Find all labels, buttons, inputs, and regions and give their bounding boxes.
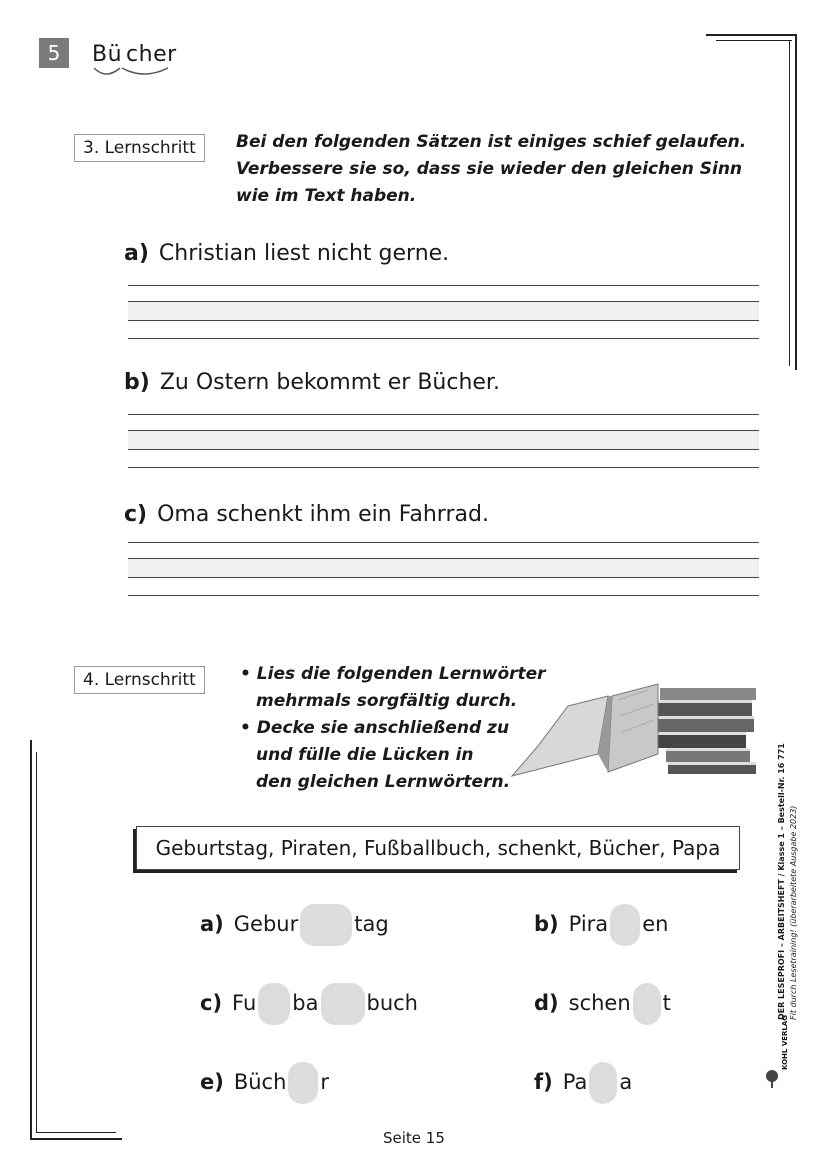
- gap-blob[interactable]: [589, 1062, 617, 1104]
- frame-right-vertical: [795, 34, 797, 370]
- item-label: c): [200, 991, 223, 1015]
- chapter-number: 5: [39, 38, 69, 68]
- instruction-line: Verbessere sie so, dass sie wieder den gleichen Sinn: [236, 159, 743, 179]
- item-label: f): [534, 1070, 553, 1094]
- page-number: Seite 15: [383, 1129, 445, 1147]
- bullet-line: den gleichen Lernwörtern.: [256, 772, 511, 792]
- frame-top-right-inner: [716, 40, 792, 41]
- frame-left-vertical: [30, 740, 32, 1140]
- gap-blob[interactable]: [288, 1062, 318, 1104]
- sentence-text: Oma schenkt ihm ein Fahrrad.: [157, 502, 489, 527]
- item-label: b): [124, 370, 150, 395]
- word-part: r: [320, 1070, 330, 1094]
- word-part: Gebur: [233, 912, 299, 936]
- bullet-line: mehrmals sorgfältig durch.: [256, 691, 518, 711]
- sentence-text: Zu Ostern bekommt er Bücher.: [159, 370, 500, 395]
- gap-blob[interactable]: [321, 983, 365, 1025]
- item-label: a): [124, 241, 149, 266]
- item-label: b): [534, 912, 559, 936]
- step4-bullet-2: [240, 715, 510, 796]
- tree-logo-icon: [764, 1070, 780, 1088]
- gap-item-a: [200, 904, 389, 946]
- writing-lines-a[interactable]: [128, 285, 759, 340]
- gap-item-f: [534, 1062, 632, 1104]
- gap-item-d: [534, 983, 671, 1025]
- word-part: Büch: [233, 1070, 287, 1094]
- publisher-logo: [762, 1014, 792, 1086]
- chapter-title-part2: cher: [126, 42, 177, 67]
- step4-label: 4. Lernschritt: [74, 666, 205, 694]
- word-part: Fu: [232, 991, 257, 1015]
- frame-left-vertical-inner: [36, 752, 37, 1132]
- sentence-a: [124, 241, 449, 266]
- sentence-b: [124, 370, 500, 395]
- item-label: d): [534, 991, 559, 1015]
- gap-blob[interactable]: [300, 904, 352, 946]
- item-label: e): [200, 1070, 224, 1094]
- instruction-line: wie im Text haben.: [236, 186, 417, 206]
- word-part: t: [662, 991, 671, 1015]
- gap-item-c: [200, 983, 418, 1025]
- word-part: en: [642, 912, 669, 936]
- syllable-arcs-icon: [92, 66, 172, 80]
- bullet-line: • Lies die folgenden Lernwörter: [240, 664, 546, 684]
- word-part: Pa: [562, 1070, 588, 1094]
- frame-bottom-left: [30, 1138, 122, 1140]
- bullet-line: und fülle die Lücken in: [256, 745, 474, 765]
- publisher-name: KOHL VERLAG: [781, 1014, 789, 1070]
- gap-item-e: [200, 1062, 329, 1104]
- sentence-c: [124, 502, 489, 527]
- word-part: ba: [292, 991, 319, 1015]
- word-part: Pira: [568, 912, 609, 936]
- side-info-line2: Fit durch Lesetraining! (überarbeitete Ausgabe 2023): [789, 805, 798, 1020]
- item-label: a): [200, 912, 224, 936]
- wordlist-box: Geburtstag, Piraten, Fußballbuch, schenkt, Bücher, Papa: [136, 826, 740, 870]
- word-part: tag: [354, 912, 389, 936]
- books-icon: [508, 676, 760, 780]
- frame-top-right: [706, 34, 796, 36]
- gap-item-b: [534, 904, 668, 946]
- word-part: schen: [568, 991, 631, 1015]
- instruction-line: Bei den folgenden Sätzen ist einiges schief gelaufen.: [236, 132, 747, 152]
- writing-lines-c[interactable]: [128, 542, 759, 597]
- sentence-text: Christian liest nicht gerne.: [158, 241, 450, 266]
- chapter-title-part1: Bü: [92, 42, 123, 67]
- step4-bullet-1: [240, 661, 546, 715]
- step3-label: 3. Lernschritt: [74, 134, 205, 162]
- gap-blob[interactable]: [258, 983, 290, 1025]
- chapter-title: [92, 42, 177, 67]
- gap-blob[interactable]: [610, 904, 640, 946]
- word-part: buch: [366, 991, 418, 1015]
- item-label: c): [124, 502, 148, 527]
- step3-instruction: [236, 129, 746, 210]
- word-part: a: [619, 1070, 633, 1094]
- frame-bottom-left-inner: [36, 1132, 116, 1133]
- bullet-line: • Decke sie anschließend zu: [240, 718, 510, 738]
- gap-blob[interactable]: [633, 983, 661, 1025]
- writing-lines-b[interactable]: [128, 414, 759, 469]
- side-info-line1: DER LESEPROFI – ARBEITSHEFT / Klasse 1 – Bestell-Nr. 16 771: [777, 743, 786, 1020]
- frame-right-vertical-inner: [789, 40, 790, 366]
